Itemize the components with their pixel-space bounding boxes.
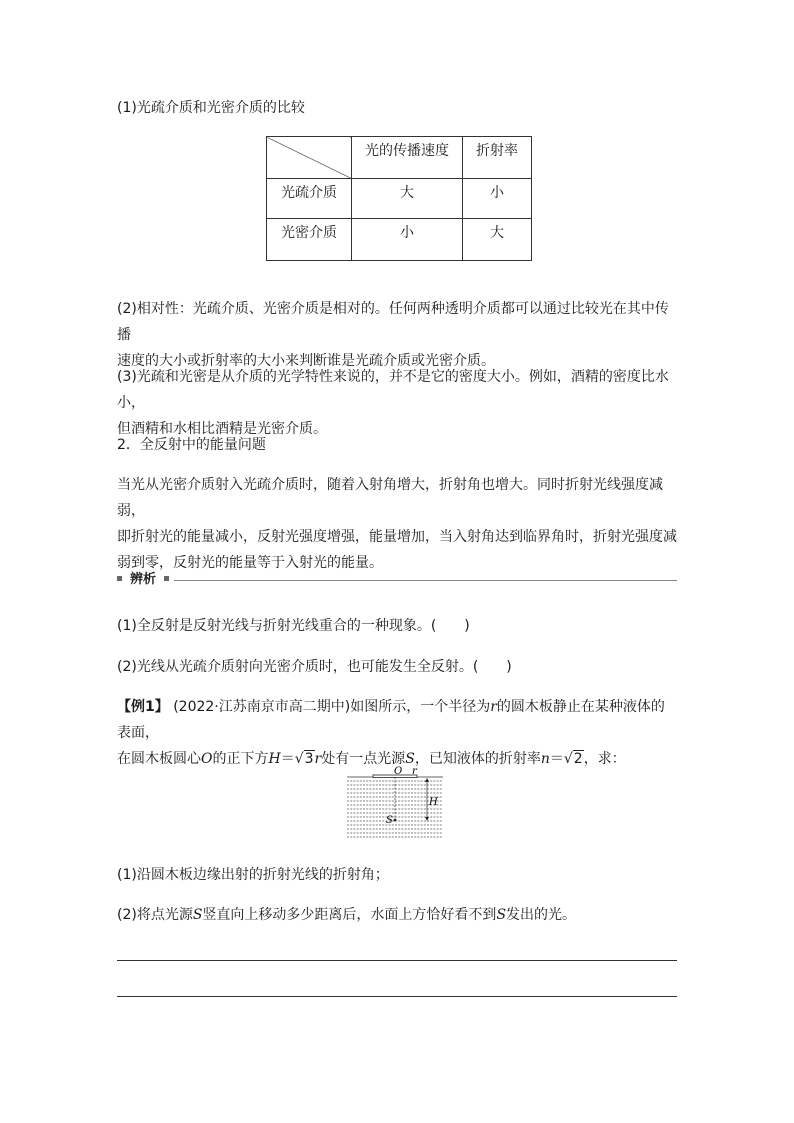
table-corner-cell [267, 137, 352, 179]
paragraph-2 [117, 296, 677, 374]
sqrt-icon: √ [294, 751, 304, 767]
math-var: r [490, 699, 497, 715]
question-text: 发出的光。 [506, 907, 577, 923]
table-row-label: 光密介质 [267, 219, 352, 261]
math-eq: ＝ [549, 751, 564, 767]
paragraph-line: (2)相对性：光疏介质、光密介质是相对的。任何两种透明介质都可以通过比较光在其中传播 [117, 301, 669, 343]
source-label: S [386, 815, 393, 826]
paragraph-line: 但酒精和水相比酒精是光密介质。 [117, 421, 327, 437]
math-var: S [405, 751, 415, 767]
math-radicand: 2 [573, 751, 583, 767]
table-row-label: 光疏介质 [267, 179, 352, 219]
table-cell: 小 [463, 179, 532, 219]
center-label: O [394, 766, 403, 777]
math-eq: ＝ [280, 751, 295, 767]
sub-question-1: (1)沿圆木板边缘出射的折射光线的折射角； [117, 867, 389, 883]
liquid-diagram [345, 764, 445, 844]
math-radicand: 3 [304, 751, 314, 767]
analysis-divider [117, 571, 677, 589]
example-text: 的正下方 [212, 751, 269, 767]
judge-question-1: (1)全反射是反射光线与折射光线重合的一种现象。( ) [117, 618, 470, 634]
question-text: 竖直向上移动多少距离后，水面上方恰好看不到 [202, 907, 497, 923]
paragraph-1-title: (1)光疏介质和光密介质的比较 [117, 100, 305, 116]
sqrt-icon: √ [563, 751, 573, 767]
table-cell: 大 [352, 179, 463, 219]
paragraph-line: 即折射光的能量减小，反射光强度增强，能量增加，当入射角达到临界角时，折射光强度减 [117, 529, 677, 545]
divider-line [174, 580, 677, 581]
analysis-label: 辨析 [130, 572, 157, 587]
paragraph-4 [117, 472, 677, 576]
example-tag: 【例1】 [117, 699, 169, 715]
answer-line [117, 996, 677, 997]
example-line-1 [117, 694, 677, 746]
light-source-point [394, 819, 397, 822]
radius-label: r [412, 766, 417, 777]
example-text: ，已知液体的折射率 [414, 751, 541, 767]
table-header-index: 折射率 [463, 137, 532, 179]
comparison-table [266, 136, 532, 261]
sub-question-2 [117, 902, 677, 928]
example-text: 如图所示，一个半径为 [350, 699, 491, 715]
math-var: O [201, 751, 213, 767]
height-label: H [429, 797, 438, 808]
table-header-speed: 光的传播速度 [352, 137, 463, 179]
math-var: S [496, 907, 507, 923]
math-var: S [192, 907, 203, 923]
paragraph-3 [117, 364, 677, 442]
paragraph-line: (3)光疏和光密是从介质的光学特性来说的，并不是它的密度大小。例如，酒精的密度比水小， [117, 369, 669, 411]
math-var: r [314, 751, 322, 767]
answer-line [117, 960, 677, 961]
math-var: H [268, 751, 281, 767]
table-cell: 大 [463, 219, 532, 261]
section-2-heading: 2．全反射中的能量问题 [117, 437, 266, 453]
paragraph-line: 当光从光密介质射入光疏介质时，随着入射角增大，折射角也增大。同时折射光线强度减弱， [117, 477, 663, 519]
square-bullet-icon [117, 576, 122, 581]
question-text: (2)将点光源 [117, 907, 193, 923]
math-var: n [540, 751, 550, 767]
table-cell: 小 [352, 219, 463, 261]
paragraph-line: 速度的大小或折射率的大小来判断谁是光疏介质或光密介质。 [117, 353, 495, 369]
judge-question-2: (2)光线从光疏介质射向光密介质时，也可能发生全反射。( ) [117, 659, 512, 675]
example-source: (2022·江苏南京市高二期中) [173, 699, 351, 715]
example-1 [117, 694, 677, 772]
arrow-up-icon [425, 778, 429, 782]
example-text: 处有一点光源 [321, 751, 406, 767]
square-bullet-icon [164, 576, 169, 581]
arrow-down-icon [425, 817, 429, 821]
example-text: 在圆木板圆心 [117, 751, 201, 767]
example-text: ，求： [583, 751, 626, 767]
paragraph-line: 弱到零，反射光的能量等于入射光的能量。 [117, 555, 383, 571]
example-text: 的圆木板静止在某种液体的表面， [117, 699, 665, 741]
